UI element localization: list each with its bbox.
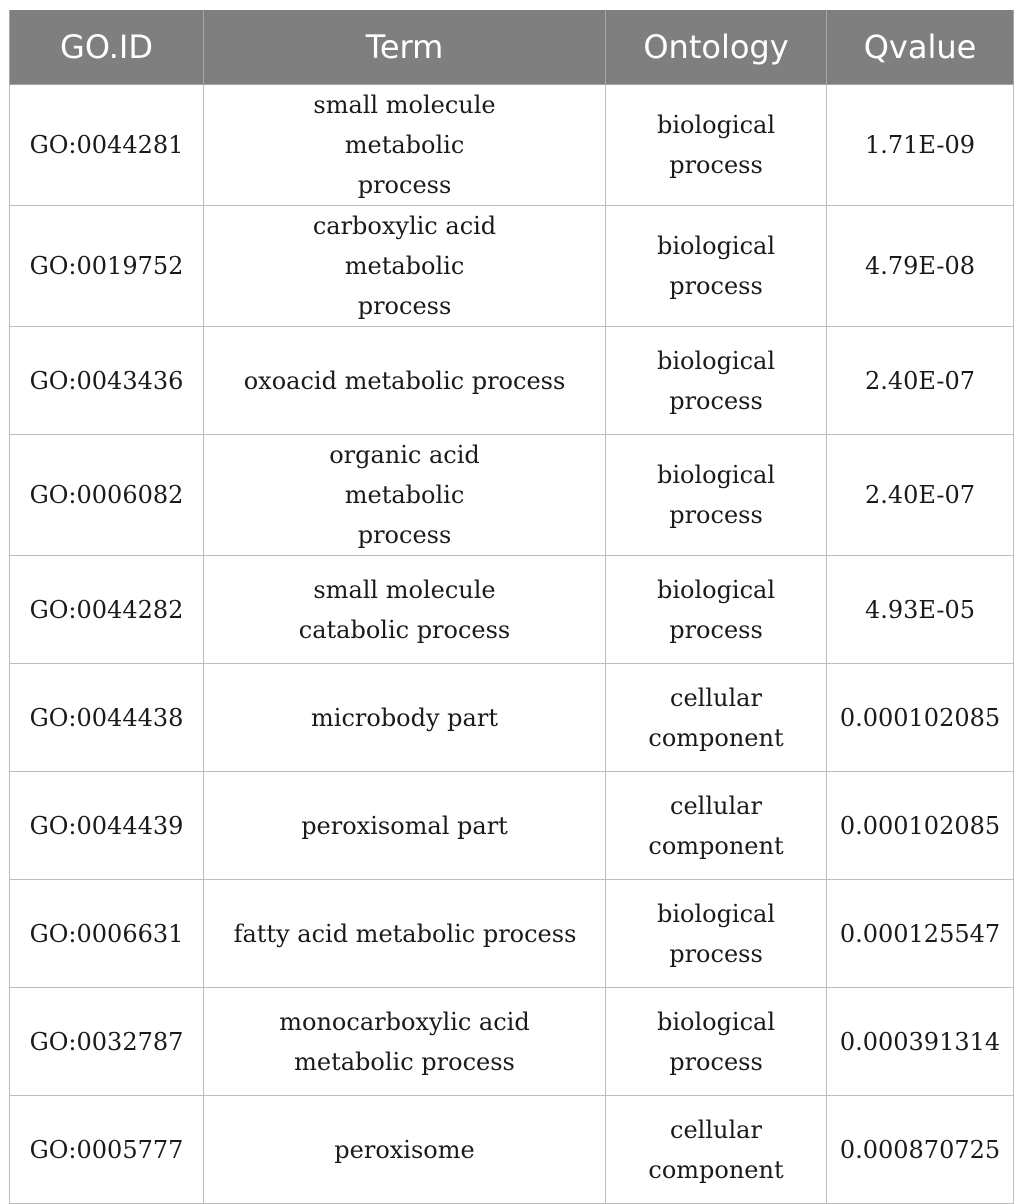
term-text: carboxylic acid metabolic process <box>312 212 497 320</box>
table-row <box>10 1096 1014 1204</box>
term-cell <box>204 880 606 988</box>
go-id-cell: GO:0006631 <box>10 880 204 988</box>
header-term: Term <box>204 10 606 85</box>
ontology-text: biological process <box>656 461 776 529</box>
header-row <box>10 10 1014 85</box>
ontology-cell <box>606 1096 827 1204</box>
go-id-cell: GO:0044438 <box>10 664 204 772</box>
ontology-cell <box>606 435 827 556</box>
header-qvalue: Qvalue <box>827 10 1014 85</box>
qvalue-cell: 0.000125547 <box>827 880 1014 988</box>
table-row <box>10 880 1014 988</box>
term-text: peroxisomal part <box>301 811 508 840</box>
qvalue-cell: 0.000391314 <box>827 988 1014 1096</box>
table-row <box>10 664 1014 772</box>
table-row <box>10 435 1014 556</box>
header-ontology: Ontology <box>606 10 827 85</box>
term-text: oxoacid metabolic process <box>243 366 566 395</box>
ontology-cell <box>606 664 827 772</box>
term-text: monocarboxylic acid metabolic process <box>279 1007 530 1076</box>
term-text: peroxisome <box>334 1135 475 1164</box>
term-cell <box>204 556 606 664</box>
ontology-text: biological process <box>656 1007 776 1076</box>
term-cell <box>204 1096 606 1204</box>
term-text: fatty acid metabolic process <box>233 919 577 948</box>
qvalue-cell: 1.71E-09 <box>827 85 1014 206</box>
header-go-id: GO.ID <box>10 10 204 85</box>
term-text: organic acid metabolic process <box>329 441 480 549</box>
ontology-text: biological process <box>656 232 776 300</box>
ontology-text: biological process <box>656 111 776 179</box>
table-row <box>10 556 1014 664</box>
ontology-cell <box>606 988 827 1096</box>
go-id-cell: GO:0044282 <box>10 556 204 664</box>
ontology-text: cellular component <box>648 1115 784 1184</box>
qvalue-cell: 4.79E-08 <box>827 206 1014 327</box>
go-id-cell: GO:0044281 <box>10 85 204 206</box>
term-text: small molecule metabolic process <box>313 91 496 199</box>
qvalue-cell: 2.40E-07 <box>827 435 1014 556</box>
term-cell <box>204 85 606 206</box>
go-id-cell: GO:0032787 <box>10 988 204 1096</box>
qvalue-cell: 0.000102085 <box>827 772 1014 880</box>
table-row <box>10 85 1014 206</box>
qvalue-cell: 0.000870725 <box>827 1096 1014 1204</box>
ontology-text: cellular component <box>648 791 784 860</box>
ontology-cell <box>606 206 827 327</box>
ontology-cell <box>606 772 827 880</box>
go-id-cell: GO:0006082 <box>10 435 204 556</box>
go-id-cell: GO:0019752 <box>10 206 204 327</box>
term-cell <box>204 206 606 327</box>
ontology-text: biological process <box>656 575 776 644</box>
term-text: small molecule catabolic process <box>298 575 511 644</box>
ontology-cell <box>606 556 827 664</box>
ontology-cell <box>606 880 827 988</box>
term-cell <box>204 435 606 556</box>
table-row <box>10 327 1014 435</box>
ontology-cell <box>606 327 827 435</box>
table-row <box>10 988 1014 1096</box>
table-row <box>10 206 1014 327</box>
ontology-text: biological process <box>656 346 776 415</box>
ontology-text: biological process <box>656 899 776 968</box>
term-cell <box>204 772 606 880</box>
qvalue-cell: 0.000102085 <box>827 664 1014 772</box>
term-text: microbody part <box>311 703 498 732</box>
ontology-cell <box>606 85 827 206</box>
table-header <box>10 10 1014 85</box>
go-enrichment-table <box>9 10 1014 1204</box>
table-row <box>10 772 1014 880</box>
term-cell <box>204 327 606 435</box>
ontology-text: cellular component <box>648 683 784 752</box>
go-id-cell: GO:0044439 <box>10 772 204 880</box>
qvalue-cell: 4.93E-05 <box>827 556 1014 664</box>
term-cell <box>204 664 606 772</box>
go-id-cell: GO:0005777 <box>10 1096 204 1204</box>
qvalue-cell: 2.40E-07 <box>827 327 1014 435</box>
term-cell <box>204 988 606 1096</box>
table-body <box>10 85 1014 1204</box>
go-id-cell: GO:0043436 <box>10 327 204 435</box>
